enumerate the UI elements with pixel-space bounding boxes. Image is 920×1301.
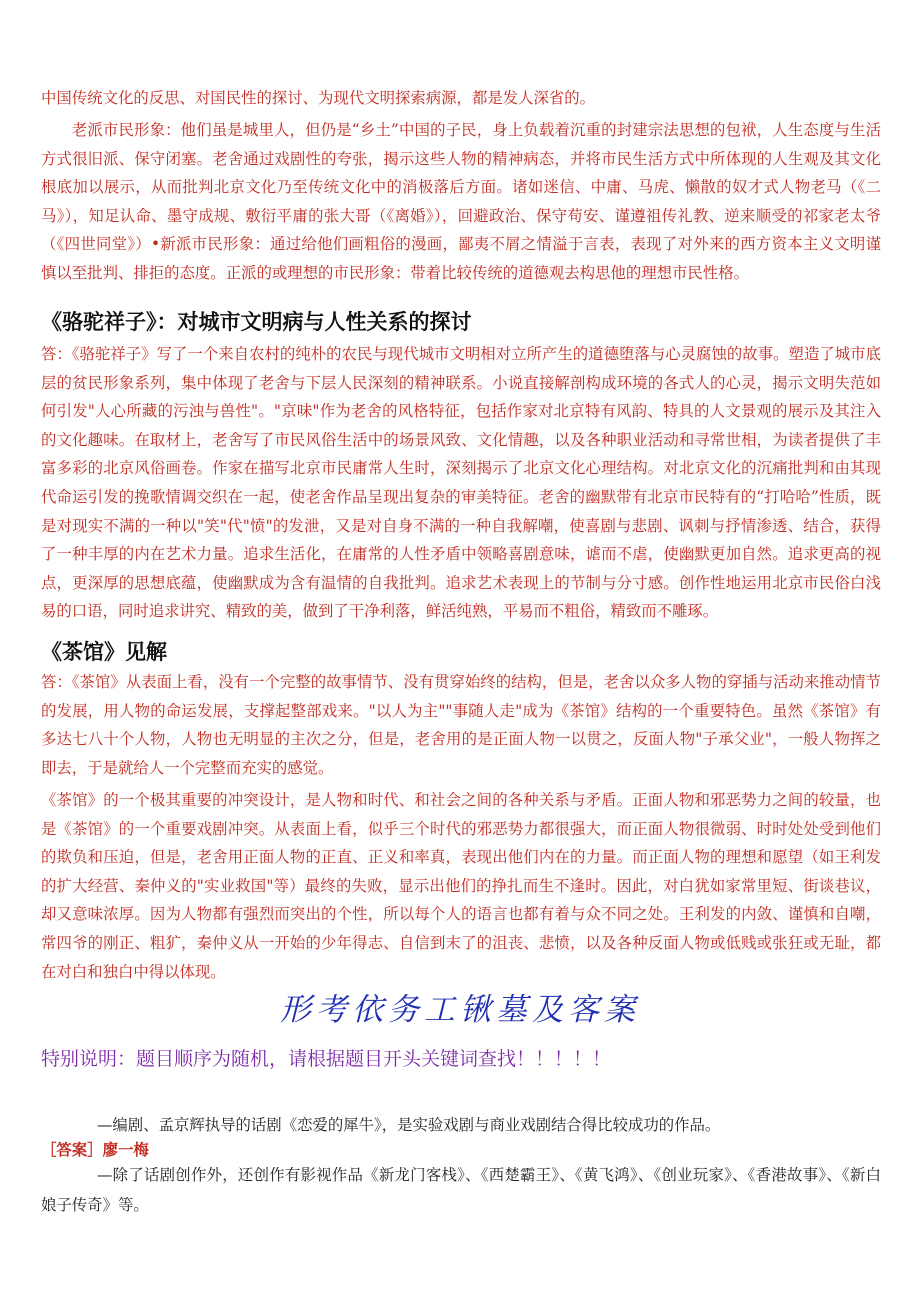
old-citizens-paragraph: 老派市民形象：他们虽是城里人，但仍是“乡土”中国的子民，身上负载着沉重的封建宗法思想的包袱，人生态度与生活方式很旧派、保守闭塞。老舍通过戏剧性的夸张，揭示这些人物的精神病态，并将市民生活方式中所体现的人生观及其文化根底加以展示，从而批判北京文化乃至传统文化中的消极落后方面。诸如迷信、中庸、马虎、懒散的奴才式人物老马（《二马》），知足认命、墨守成规、敷衍平庸的张大哥（《离婚》），回避政治、保守苟安、谨遵祖传礼教、逆来顺受的祁家老太爷（《四世同堂》）•新派市民形象：通过给他们画粗俗的漫画，鄙夷不屑之情溢于言表，表现了对外来的西方资本主义文明谨慎以至批判、排拒的态度。正派的或理想的市民形象：带着比较传统的道德观去构思他的理想市民性格。 — [41, 121, 881, 282]
exam-title: 形考依务工锹墓及客案 — [280, 992, 640, 1028]
teahouse-answer-paragraph-2: 《茶馆》的一个极其重要的冲突设计，是人物和时代、和社会之间的各种关系与矛盾。正面人物和邪恶势力之间的较量，也是《茶馆》的一个重要戏剧冲突。从表面上看，似乎三个时代的邪恶势力都很强大，而正面人物很微弱、时时处处受到他们的欺负和压迫，但是，老舍用正面人物的正直、正义和率真，表现出他们内在的力量。而正面人物的理想和愿望（如王利发的扩大经营、秦仲义的"实业救国"等）最终的失败，显示出他们的挣扎而生不逢时。因此，对白犹如家常里短、街谈巷议，却又意味浓厚。因为人物都有强烈而突出的个性，所以每个人的语言也都有着与众不同之处。王利发的内敛、谨慎和自嘲，常四爷的刚正、粗犷，秦仲义从一开始的少年得志、自信到末了的沮丧、悲愤，以及各种反面人物或低贱或张狂或无耻，都在对白和独白中得以体现。 — [41, 791, 881, 981]
camel-xiangzi-answer: 答：《骆驼祥子》写了一个来自农村的纯朴的农民与现代城市文明相对立所产生的道德堕落与心灵腐蚀的故事。塑造了城市底层的贫民形象系列，集中体现了老舍与下层人民深刻的精神联系。小说直接解剖构成环境的各式人的心灵，揭示文明失范如何引发"人心所藏的污浊与兽性"。"京味"作为老舍的风格特征，包括作家对北京特有风韵、特具的人文景观的展示及其注入的文化趣味。在取材上，老舍写了市民风俗生活中的场景风致、文化情趣，以及各种职业活动和寻常世相，为读者提供了丰富多彩的北京风俗画卷。作家在描写北京市民庸常人生时，深刻揭示了北京文化心理结构。对北京文化的沉痛批判和由其现代命运引发的挽歌情调交织在一起，使老舍作品呈现出复杂的审美特征。老舍的幽默带有北京市民特有的“打哈哈”性质，既是对现实不满的一种以"笑"代"愤"的发泄，又是对自身不满的一种自我解嘲，使喜剧与悲剧、讽刺与抒情渗透、结合，获得了一种丰厚的内在艺术力量。追求生活化，在庸常的人性矛盾中领略喜剧意味，谑而不虐，使幽默更加自然。追求更高的视点，更深厚的思想底蕴，使幽默成为含有温情的自我批判。追求艺术表现上的节制与分寸感。创作性地运用北京市民俗白浅易的口语，同时追求讲究、精致的美，做到了干净利落，鲜活纯熟，平易而不粗俗，精致而不雕琢。 — [41, 345, 881, 621]
question-2-text: —除了话剧创作外，还创作有影视作品《新龙门客栈》、《西楚霸王》、《黄飞鸿》、《创业玩家》、《香港故事》、《新白娘子传奇》等。 — [41, 1166, 881, 1214]
question-1-text: —编剧、孟京辉执导的话剧《恋爱的犀牛》，是实验戏剧与商业戏剧结合得比较成功的作品。 — [97, 1116, 721, 1134]
answer-value: 廖一梅 — [102, 1141, 149, 1159]
question-2 — [41, 1160, 881, 1220]
heading-teahouse: 《茶馆》见解 — [41, 640, 167, 664]
intro-line: 中国传统文化的反思、对国民性的探讨、为现代文明探索病源，都是发人深省的。 — [41, 89, 596, 107]
answer-label: ［答案］ — [41, 1141, 103, 1159]
heading-camel-xiangzi: 《骆驼祥子》：对城市文明病与人性关系的探讨 — [41, 310, 472, 334]
question-1 — [41, 1110, 881, 1140]
special-notice: 特别说明：题目顺序为随机，请根据题目开头关键词查找！！！！！ — [41, 1048, 612, 1070]
answer-1 — [41, 1138, 881, 1162]
teahouse-answer-paragraph-1: 答：《茶馆》从表面上看，没有一个完整的故事情节、没有贯穿始终的结构，但是，老舍以众多人物的穿插与活动来推动情节的发展，用人物的命运发展，支撑起整部戏来。"以人为主""事随人走"成为《茶馆》结构的一个重要特色。虽然《茶馆》有多达七八十个人物，人物也无明显的主次之分，但是，老舍用的是正面人物一以贯之，反面人物"子承父业"，一般人物挥之即去，于是就给人一个完整而充实的感觉。 — [41, 673, 881, 777]
